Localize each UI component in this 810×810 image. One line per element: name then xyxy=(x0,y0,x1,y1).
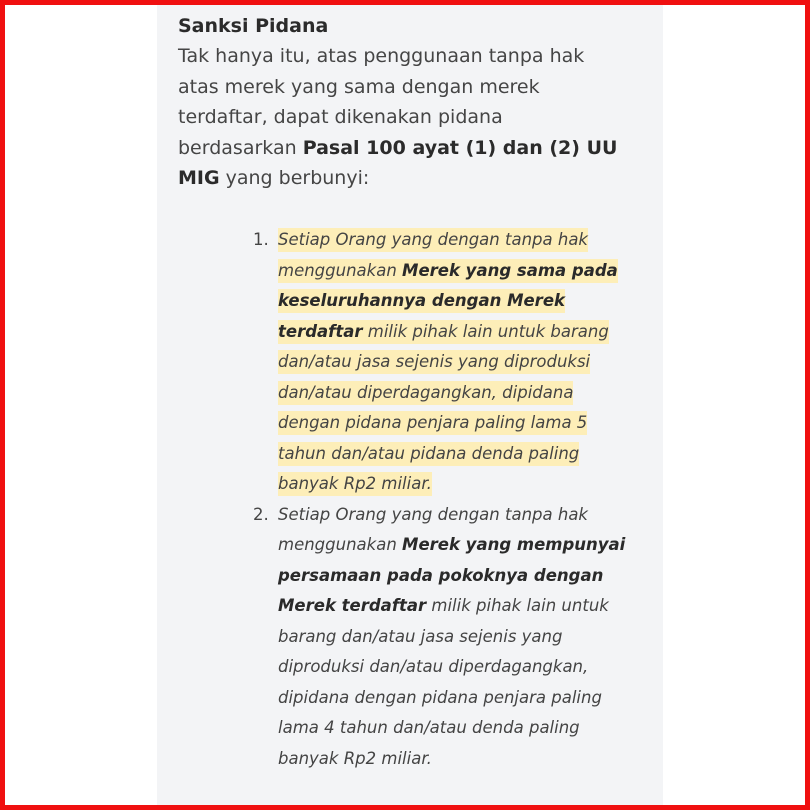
article-content xyxy=(178,11,648,194)
list-item-number: 1. xyxy=(253,230,269,249)
item-lead-text: Setiap Orang yang dengan tanpa hak menggunakan xyxy=(278,504,588,554)
list-item xyxy=(253,500,633,775)
intro-paragraph xyxy=(178,41,618,194)
legal-provisions-list xyxy=(253,225,633,774)
item-tail-text: milik pihak lain untuk barang dan/atau jasa sejenis yang diproduksi dan/atau diperdagangkan, dipidana dengan pidana penjara paling lama 4 tahun dan/atau denda paling banyak Rp2 miliar. xyxy=(278,596,609,768)
list-item xyxy=(253,225,633,500)
intro-text-before: Tak hanya itu, atas penggunaan tanpa hak atas merek yang sama dengan merek terdaftar, dapat dikenakan pidana berdasarkan xyxy=(178,45,585,159)
item-tail-text: milik pihak lain untuk barang dan/atau jasa sejenis yang diproduksi dan/atau diperdagangkan, dipidana dengan pidana penjara paling lama 5 tahun dan/atau pidana denda paling banyak Rp2 miliar. xyxy=(278,321,609,493)
intro-legal-reference: Pasal 100 ayat (1) dan (2) UU MIG xyxy=(178,136,618,189)
item-bold-text: Merek yang sama pada keseluruhannya dengan Merek terdaftar xyxy=(278,260,618,341)
highlighted-text xyxy=(278,228,618,496)
intro-text-after: yang berbunyi: xyxy=(219,167,370,189)
item-text xyxy=(278,505,625,768)
list-item-number: 2. xyxy=(253,504,269,524)
item-lead-text: Setiap Orang yang dengan tanpa hak menggunakan xyxy=(278,230,588,280)
item-bold-text: Merek yang mempunyai persamaan pada pokoknya dengan Merek terdaftar xyxy=(278,535,626,615)
section-heading: Sanksi Pidana xyxy=(178,15,329,37)
